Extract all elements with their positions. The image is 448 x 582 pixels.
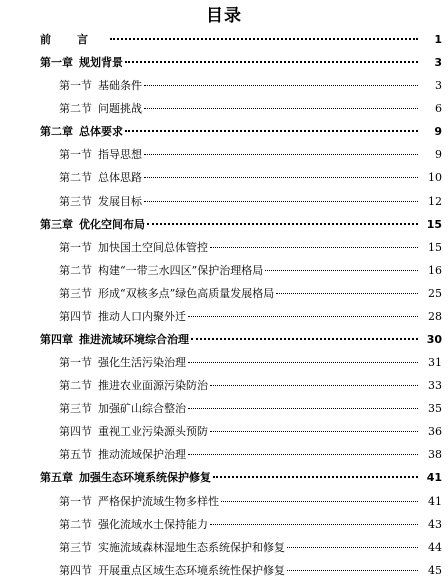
toc-page-number: 43 [428,517,442,531]
toc-section-entry[interactable] [0,559,448,582]
toc-page-number: 12 [428,194,442,208]
toc-entry-text [59,190,142,213]
dot-leader [210,523,418,525]
toc-entry-number: 第四节 [59,309,92,323]
toc-entry-label: 优化空间布局 [79,217,145,231]
dot-leader [144,200,418,202]
toc-section-entry[interactable] [0,236,448,259]
toc-entry-label: 言 [77,33,108,46]
toc-entry-text [59,305,186,328]
toc-chapter-entry[interactable] [0,466,448,489]
toc-page-number: 16 [428,263,442,277]
toc-chapter-entry[interactable] [0,51,448,74]
toc-page-number: 28 [428,309,442,323]
toc-page-number: 3 [435,79,442,93]
toc-entry-number: 第一节 [59,79,92,93]
toc-entry-number: 第二节 [59,171,92,185]
toc-entry-label: 推进农业面源污染防治 [98,379,208,393]
toc-entry-label: 指导思想 [98,148,142,162]
toc-entry-text [59,374,208,397]
dot-leader [125,129,418,132]
toc-page-number: 35 [428,402,442,416]
toc-entry-label: 形成“双核多点”绿色高质量发展格局 [98,286,275,300]
dot-leader [221,500,418,502]
dot-leader [188,407,418,409]
toc-entry-number: 第一节 [59,240,92,254]
dot-leader [188,315,418,317]
toc-entry-number: 第二章 [40,125,73,139]
dot-leader [125,60,418,63]
toc-page-number: 15 [426,217,442,231]
toc-entry-number: 第四节 [59,425,92,439]
dot-leader [210,246,418,248]
toc-section-entry[interactable] [0,443,448,466]
toc-entry-label: 推进流域环境综合治理 [79,333,189,347]
toc-entry-label: 加快国土空间总体管控 [98,240,208,254]
toc-entry-number: 第一节 [59,148,92,162]
toc-entry-text [59,443,186,466]
toc-section-entry[interactable] [0,166,448,189]
toc-page-number: 3 [434,56,442,70]
toc-entry-label: 强化生活污染治理 [98,356,186,370]
toc-section-entry[interactable] [0,190,448,213]
toc-entry-text [59,97,142,120]
toc-section-entry[interactable] [0,97,448,120]
toc-page-number: 6 [435,102,442,116]
dot-leader [213,475,418,478]
toc-page-number: 38 [428,448,442,462]
dot-leader [287,546,418,548]
toc-entry-label: 推动人口内聚外迁 [98,309,186,323]
toc-entry-label: 加强矿山综合整治 [98,402,186,416]
toc-page-number: 1 [434,33,442,46]
toc-entry-number: 第三节 [59,402,92,416]
toc-entry-label: 构建“一带三水四区”保护治理格局 [98,263,264,277]
toc-entry-text [59,513,208,536]
toc-entry-label: 实施流域森林湿地生态系统保护和修复 [98,540,285,554]
toc-entry-label: 重视工业污染源头预防 [98,425,208,439]
toc-entry-text [59,420,208,443]
toc-page-number: 36 [428,425,442,439]
toc-entry-label: 规划背景 [79,56,123,70]
toc-page-number: 9 [435,148,442,162]
toc-entry-text [40,328,189,351]
dot-leader [144,107,418,109]
toc-page-number: 15 [428,240,442,254]
toc-entry-label: 严格保护流域生物多样性 [98,494,219,508]
toc-entry-label: 发展目标 [98,194,142,208]
toc-page-number: 44 [428,540,442,554]
toc-entry-number: 第三节 [59,286,92,300]
toc-entry-number: 第四章 [40,333,73,347]
toc-entry-label: 加强生态环境系统保护修复 [79,471,211,485]
toc-entry-text [59,536,285,559]
toc-entry-number: 第三章 [40,217,73,231]
toc-section-entry[interactable] [0,374,448,397]
toc-chapter-entry[interactable] [0,328,448,351]
toc-page-number: 45 [428,563,442,577]
toc-entry-text [59,143,142,166]
toc-entry-number: 前 [40,33,71,46]
toc-entry-number: 第一节 [59,494,92,508]
toc-entry-number: 第四节 [59,563,92,577]
toc-entry-number: 第一节 [59,356,92,370]
toc-entry-text [59,397,186,420]
toc-entry-number: 第二节 [59,379,92,393]
toc-entry-number: 第二节 [59,263,92,277]
toc-entry-label: 开展重点区域生态环境系统性保护修复 [98,563,285,577]
toc-page-number: 10 [428,171,442,185]
toc-page-number: 31 [428,356,442,370]
toc-section-entry[interactable] [0,397,448,420]
dot-leader [144,153,418,155]
toc-entry-number: 第三节 [59,194,92,208]
toc-entry-label: 推动流域保护治理 [98,448,186,462]
toc-section-entry[interactable] [0,536,448,559]
toc-section-entry[interactable] [0,143,448,166]
toc-entry-label: 总体要求 [79,125,123,139]
toc-entry-number: 第三节 [59,540,92,554]
toc-section-entry[interactable] [0,259,448,282]
toc-entry-number: 第五节 [59,448,92,462]
toc-page-number: 9 [434,125,442,139]
toc-chapter-entry[interactable] [0,28,448,51]
dot-leader [188,453,418,455]
dot-leader [147,222,418,225]
toc-entry-text [59,282,274,305]
toc-entry-text [59,490,219,513]
dot-leader [265,269,418,271]
toc-entry-text [40,120,123,143]
dot-leader [188,361,418,363]
toc-entry-label: 总体思路 [98,171,142,185]
toc-entry-number: 第二节 [59,102,92,116]
toc-entry-text [59,166,142,189]
toc-section-entry[interactable] [0,490,448,513]
dot-leader [210,384,418,386]
toc-entry-text [40,466,211,489]
table-of-contents [0,28,448,582]
toc-section-entry[interactable] [0,282,448,305]
toc-entry-number: 第一章 [40,56,73,70]
dot-leader [191,337,418,340]
toc-entry-text [59,559,285,582]
toc-title: 目录 [206,6,242,26]
dot-leader [287,569,418,571]
toc-entry-text [59,259,263,282]
dot-leader [276,292,418,294]
toc-entry-label: 基础条件 [98,79,142,93]
toc-section-entry[interactable] [0,74,448,97]
toc-entry-text [59,74,142,97]
toc-chapter-entry[interactable] [0,213,448,236]
toc-page-number: 41 [428,494,442,508]
dot-leader [144,84,418,86]
toc-entry-text [40,213,145,236]
toc-entry-text [40,28,108,51]
toc-entry-text [59,351,186,374]
toc-page-number: 30 [426,333,442,347]
toc-section-entry[interactable] [0,513,448,536]
toc-entry-text [40,51,123,74]
toc-section-entry[interactable] [0,305,448,328]
dot-leader [144,176,418,178]
toc-entry-number: 第二节 [59,517,92,531]
dot-leader [210,430,418,432]
toc-chapter-entry[interactable] [0,120,448,143]
toc-entry-label: 强化流域水土保持能力 [98,517,208,531]
toc-entry-label: 问题挑战 [98,102,142,116]
toc-entry-number: 第五章 [40,471,73,485]
toc-entry-text [59,236,208,259]
dot-leader [110,37,418,40]
toc-section-entry[interactable] [0,351,448,374]
toc-section-entry[interactable] [0,420,448,443]
toc-page-number: 41 [426,471,442,485]
toc-page-number: 25 [428,286,442,300]
toc-page-number: 33 [428,379,442,393]
